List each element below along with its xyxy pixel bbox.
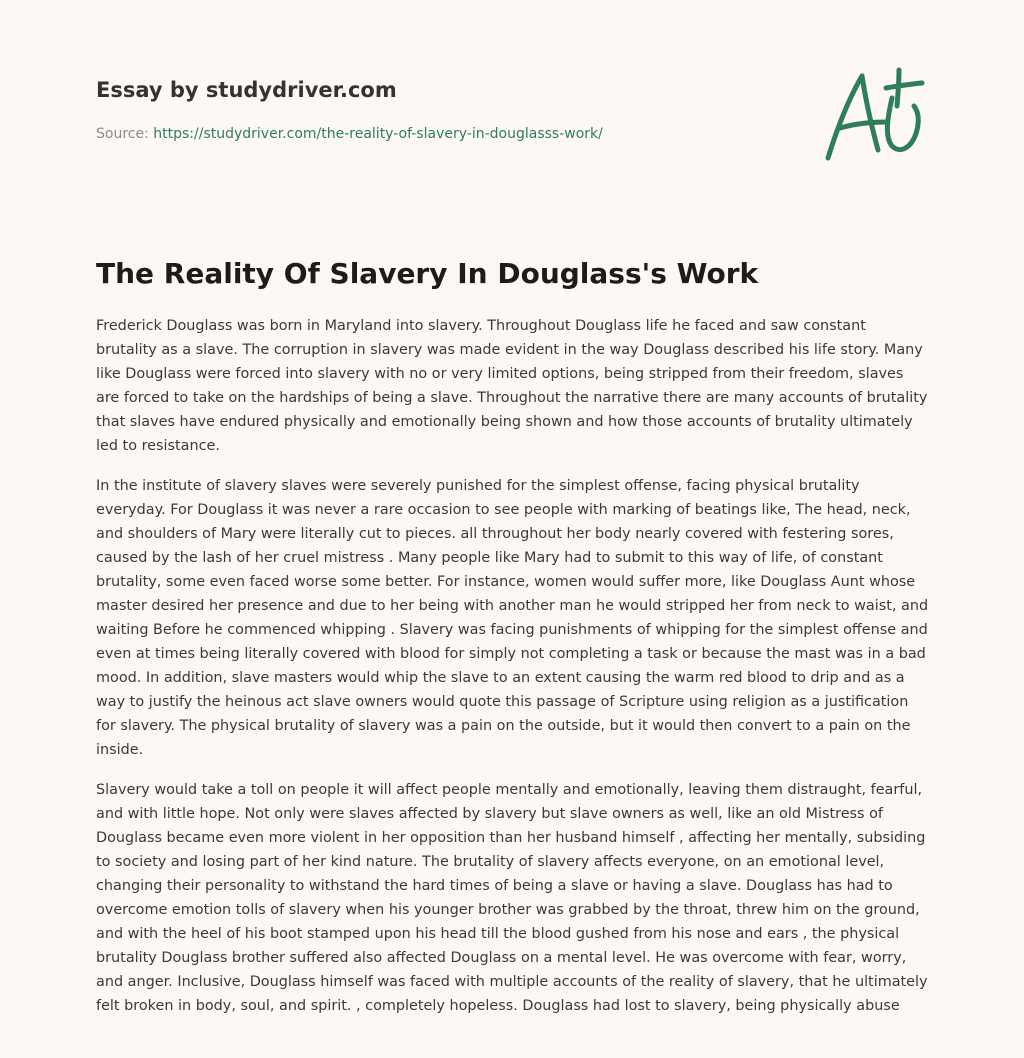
source-label: Source:	[96, 126, 149, 142]
brand-title: Essay by studydriver.com	[96, 78, 397, 102]
source-line	[96, 124, 796, 144]
article-title: The Reality Of Slavery In Douglass's Work	[96, 257, 759, 290]
source-link[interactable]: https://studydriver.com/the-reality-of-slavery-in-douglasss-work/	[153, 126, 603, 142]
article-paragraph: Slavery would take a toll on people it will affect people mentally and emotionally, leaving them distraught, fearful, and with little hope. Not only were slaves affected by slavery but slave owners as well, like an old Mistress of Douglass became even more violent in her opposition than her husband himself , affecting her mentally, subsiding to society and losing part of her kind nature. The brutality of slavery affects everyone, on an emotional level, changing their personality to withstand the hard times of being a slave or having a slave. Douglass has had to overcome emotion tolls of slavery when his younger brother was grabbed by the throat, threw him on the ground, and with the heel of his boot stamped upon his head till the blood gushed from his nose and ears , the physical brutality Douglass brother suffered also affected Douglass on a mental level. He was overcome with fear, worry, and anger. Inclusive, Douglass himself was faced with multiple accounts of the reality of slavery, that he ultimately felt broken in body, soul, and spirit. , completely hopeless. Douglass had lost to slavery, being physically abuse	[96, 782, 928, 1014]
essay-header	[96, 76, 796, 144]
article-paragraph: In the institute of slavery slaves were severely punished for the simplest offense, facing physical brutality everyday. For Douglass it was never a rare occasion to see people with marking of beatings like, The head, neck, and shoulders of Mary were literally cut to pieces. all throughout her body nearly covered with festering sores, caused by the lash of her cruel mistress . Many people like Mary had to submit to this way of life, of constant brutality, some even faced worse some better. For instance, women would suffer more, like Douglass Aunt whose master desired her presence and due to her being with another man he would stripped her from neck to waist, and waiting Before he commenced whipping . Slavery was facing punishments of whipping for the simplest offense and even at times being literally covered with blood for simply not completing a task or because the mast was in a bad mood. In addition, slave masters would whip the slave to an extent causing the warm red blood to drip and as a way to justify the heinous act slave owners would quote this passage of Scripture using religion as a justification for slavery. The physical brutality of slavery was a pain on the outside, but it would then convert to a pain on the inside.	[96, 478, 929, 758]
article-paragraph: Frederick Douglass was born in Maryland into slavery. Throughout Douglass life he faced and saw constant brutality as a slave. The corruption in slavery was made evident in the way Douglass described his life story. Many like Douglass were forced into slavery with no or very limited options, being stripped from their freedom, slaves are forced to take on the hardships of being a slave. Throughout the narrative there are many accounts of brutality that slaves have endured physically and emotionally being shown and how those accounts of brutality ultimately led to resistance.	[96, 318, 928, 454]
article-body	[96, 314, 931, 1034]
a-plus-grade-icon	[822, 66, 926, 166]
